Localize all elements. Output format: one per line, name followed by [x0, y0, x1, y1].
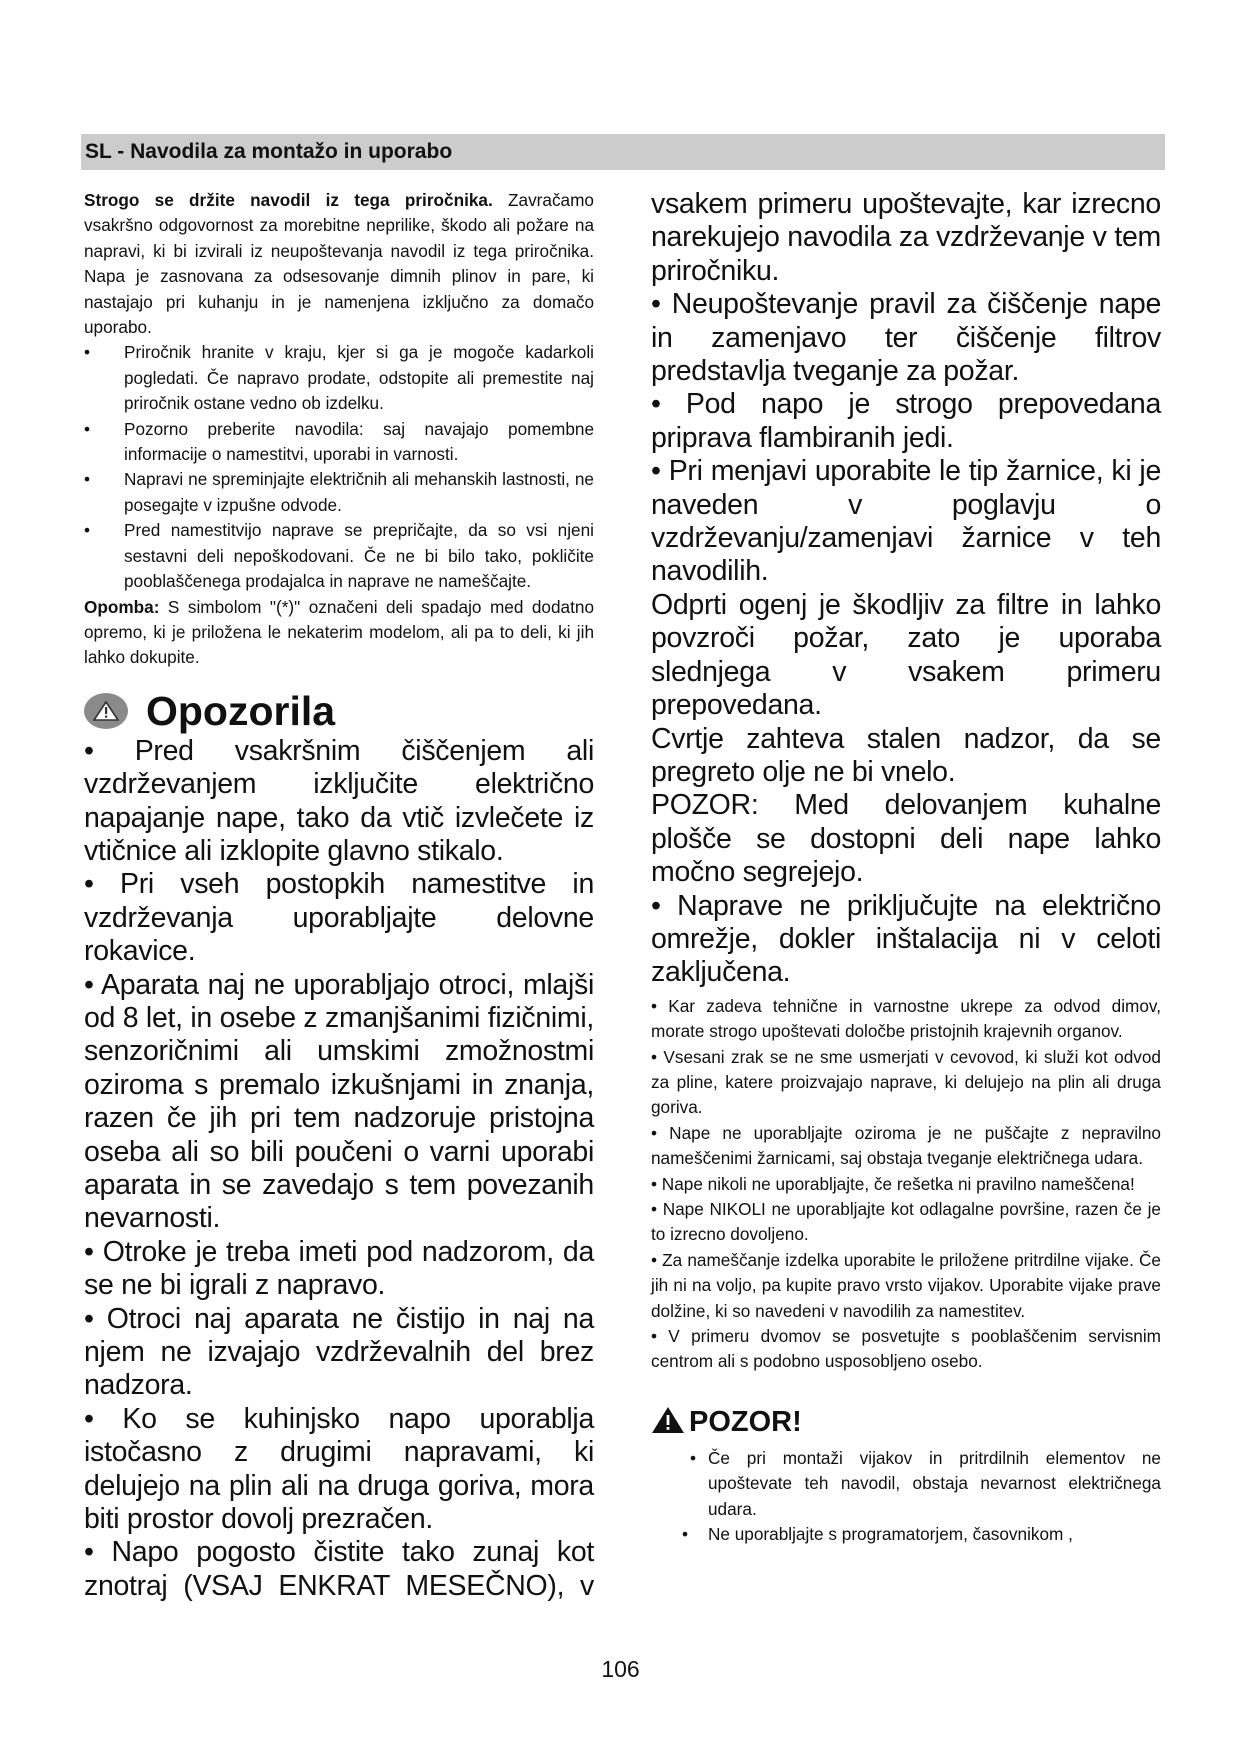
left-column	[84, 188, 594, 1603]
warning-item: Odprti ogenj je škodljiv za filtre in lahko povzroči požar, zato je uporaba slednjega v vsakem primeru prepovedana.	[651, 588, 1161, 722]
small-warning-item: • Vsesani zrak se ne sme usmerjati v cevovod, ki služi kot odvod za pline, katere proizvajajo naprave, ki delujejo na plin ali druga goriva.	[651, 1046, 1161, 1118]
intro-bullet-text: Napravi ne spreminjajte električnih ali mehanskih lastnosti, ne posegajte v izpušne odvode.	[124, 469, 594, 515]
page-number: 106	[601, 1656, 640, 1682]
intro-bullet-text: Priročnik hranite v kraju, kjer si ga je mogoče kadarkoli pogledati. Če napravo prodate, odstopite ali premestite naj priročnik ostane vedno ob izdelku.	[124, 342, 594, 414]
warning-item: • Naprave ne priključujte na električno omrežje, dokler inštalacija ni v celoti zaključena.	[651, 889, 1161, 989]
small-warning-item: • V primeru dvomov se posvetujte s pooblaščenim servisnim centrom ali s podobno usposobljeno osebo.	[651, 1326, 1161, 1372]
warning-item: • Pri vseh postopkih namestitve in vzdrževanja uporabljajte delovne rokavice.	[84, 868, 594, 968]
section-header-title: SL - Navodila za montažo in uporabo	[85, 140, 453, 163]
intro-bullet	[84, 340, 594, 416]
pozor-item-text: Če pri montaži vijakov in pritrdilnih elementov ne upoštevate teh navodil, obstaja nevarnost električnega udara.	[708, 1447, 1161, 1519]
intro-lead-bold: Strogo se držite navodil iz tega priročnika.	[84, 190, 493, 210]
warning-icon	[84, 693, 128, 729]
small-warnings	[651, 994, 1161, 1375]
bullet-dot: •	[84, 342, 91, 363]
bullet-dot: •	[690, 1447, 697, 1468]
bullet-dot: •	[84, 418, 91, 439]
intro-paragraph	[84, 188, 594, 340]
pozor-item-text: Ne uporabljajte s programatorjem, časovnikom ,	[708, 1524, 1073, 1545]
warning-item: • Neupoštevanje pravil za čiščenje nape in zamenjavo ter čiščenje filtrov predstavlja tveganje za požar.	[651, 288, 1161, 388]
small-warning-item: • Kar zadeva tehnične in varnostne ukrepe za odvod dimov, morate strogo upoštevati določbe pristojnih krajevnih organov.	[651, 995, 1161, 1042]
pozor-item	[651, 1522, 1161, 1547]
note-text: S simbolom "(*)" označeni deli spadajo med dodatno opremo, ki je priložena le nekaterim modelom, ali pa to deli, ki jih lahko dokupite.	[84, 596, 594, 668]
bullet-dot: •	[84, 520, 91, 541]
warnings-title: Opozorila	[146, 687, 336, 734]
intro-bullet-text: Pozorno preberite navodila: saj navajajo pomembne informacije o namestitvi, uporabi in varnosti.	[124, 418, 594, 465]
small-warning-item: • Nape ne uporabljajte oziroma je ne puščajte z nepravilno nameščenimi žarnicami, saj obstaja tveganje električnega udara.	[651, 1122, 1161, 1169]
warning-item: • Otroci naj aparata ne čistijo in naj na njem ne izvajajo vzdrževalnih del brez nadzora.	[84, 1302, 594, 1402]
warning-item: • Ko se kuhinjsko napo uporablja istočasno z drugimi napravami, ki delujejo na plin ali na druga goriva, mora biti prostor dovolj prezračen.	[84, 1402, 594, 1536]
note-paragraph	[84, 595, 594, 671]
pozor-heading	[651, 1405, 1161, 1440]
intro-bullet-text: Pred namestitvijo naprave se prepričajte, da so vsi njeni sestavni deli nepoškodovani. Če ne bi bilo tako, pokličite pooblaščenega prodajalca in naprave ne nameščajte.	[124, 520, 594, 592]
warning-item: • Pod napo je strogo prepovedana priprava flambiranih jedi.	[651, 388, 1161, 454]
warning-item: Cvrtje zahteva stalen nadzor, da se pregreto olje ne bi vnelo.	[651, 722, 1161, 788]
right-column	[651, 188, 1161, 1547]
warning-item: vsakem primeru upoštevajte, kar izrecno narekujejo navodila za vzdrževanje v tem priročniku.	[651, 188, 1161, 287]
bullet-dot: •	[84, 469, 91, 490]
small-warning-item: • Nape nikoli ne uporabljajte, če rešetka ni pravilno nameščena!	[651, 1173, 1135, 1194]
warning-item: POZOR: Med delovanjem kuhalne plošče se dostopni deli nape lahko močno segrejejo.	[651, 789, 1161, 889]
bullet-dot: •	[682, 1524, 689, 1545]
warnings-heading	[84, 689, 594, 733]
small-warning-item: • Nape NIKOLI ne uporabljajte kot odlagalne površine, razen če je to izrecno dovoljeno.	[651, 1199, 1161, 1245]
caution-triangle-icon	[651, 1405, 685, 1440]
intro-lead-text: Zavračamo vsakršno odgovornost za morebitne neprilike, škodo ali požare na napravi, ki bi izvirali iz neupoštevanja navodil iz tega priročnika. Napa je zasnovana za odsesovanje dimnih plinov in pare, ki nastajajo pri kuhanju in je namenjena izključno za domačo uporabo.	[84, 190, 594, 338]
warning-item: • Otroke je treba imeti pod nadzorom, da se ne bi igrali z napravo.	[84, 1235, 594, 1302]
pozor-title: POZOR!	[689, 1406, 802, 1439]
intro-bullet	[84, 518, 594, 594]
pozor-item	[651, 1446, 1161, 1522]
note-label: Opomba:	[84, 596, 160, 617]
warning-item: • Pred vsakršnim čiščenjem ali vzdrževanjem izključite električno napajanje nape, tako da vtič izvlečete iz vtičnice ali izklopite glavno stikalo.	[84, 734, 594, 867]
intro-bullet	[84, 417, 594, 468]
small-warning-item: • Za nameščanje izdelka uporabite le priložene pritrdilne vijake. Če jih ni na voljo, pa kupite pravo vrsto vijakov. Uporabite vijake prave dolžine, ki so navedeni v navodilih za namestitev.	[651, 1249, 1161, 1321]
section-header	[81, 134, 1165, 170]
warning-item: • Napo pogosto čistite tako zunaj kot znotraj (VSAJ ENKRAT MESEČNO), v	[84, 1536, 594, 1602]
warning-item: • Aparata naj ne uporabljajo otroci, mlajši od 8 let, in osebe z zmanjšanimi fizičnimi, senzoričnimi ali umskimi zmožnostmi oziroma s premalo izkušnjami in znanja, razen če jih pri tem nadzoruje pristojna oseba ali so bili poučeni o varni uporabi aparata in se zavedajo s tem povezanih nevarnosti.	[84, 968, 594, 1235]
warning-item: • Pri menjavi uporabite le tip žarnice, ki je naveden v poglavju o vzdrževanju/zamenjavi žarnice v teh navodilih.	[651, 455, 1161, 588]
intro-bullet	[84, 467, 594, 518]
